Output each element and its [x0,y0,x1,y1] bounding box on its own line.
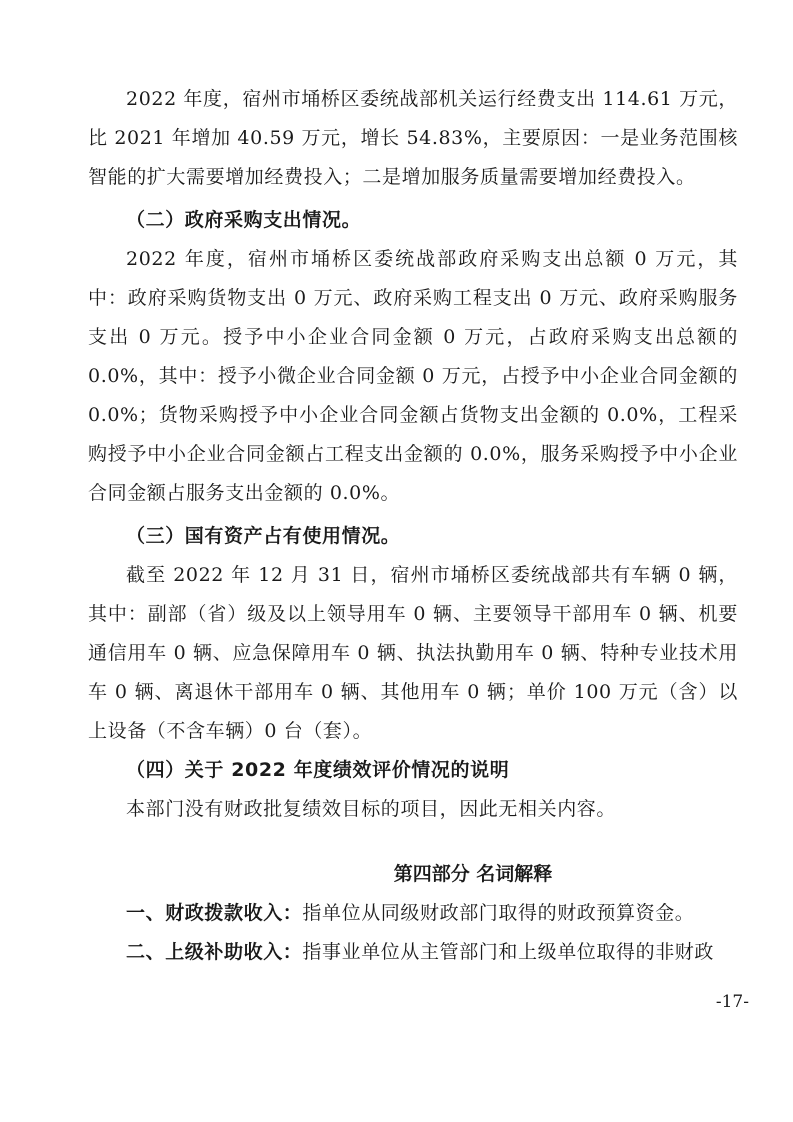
paragraph-government-procurement: 2022 年度，宿州市埇桥区委统战部政府采购支出总额 0 万元，其中：政府采购货物支出 0 万元、政府采购工程支出 0 万元、政府采购服务支出 0 万元。授予中小企业合同金额 0 万元，占政府采购支出总额的 0.0%，其中：授予小微企业合同金额 0 万元，占授予中小企业合同金额的 0.0%；货物采购授予中小企业合同金额占货物支出金额的 0.0%，工程采购授予中小企业合同金额占工程支出金额的 0.0%，服务采购授予中小企业合同金额占服务支出金额的 0.0%。 [88,248,738,504]
page-number: -17- [715,992,749,1012]
term-label: 二、上级补助收入： [126,941,303,963]
term-definition-1 [88,894,738,933]
paragraph-performance-evaluation: 本部门没有财政批复绩效目标的项目，因此无相关内容。 [126,798,617,820]
section-title: 第四部分 名词解释 [393,863,553,885]
term-text: 指事业单位从主管部门和上级单位取得的非财政 [302,941,715,963]
paragraph-operating-expenses: 2022 年度，宿州市埇桥区委统战部机关运行经费支出 114.61 万元，比 2021 年增加 40.59 万元，增长 54.83%，主要原因：一是业务范围核智能的扩大需要增加经费投入；二是增加服务质量需要增加经费投入。 [88,88,738,188]
term-text: 指单位从同级财政部门取得的财政预算资金。 [302,902,695,924]
heading-government-procurement: （二）政府采购支出情况。 [126,209,362,231]
term-label: 一、财政拨款收入： [126,902,303,924]
term-definition-2 [88,933,738,972]
document-body [88,80,738,972]
heading-state-assets: （三）国有资产占有使用情况。 [126,525,401,547]
paragraph-state-assets: 截至 2022 年 12 月 31 日，宿州市埇桥区委统战部共有车辆 0 辆，其中：副部（省）级及以上领导用车 0 辆、主要领导干部用车 0 辆、机要通信用车 0 辆、应急保障用车 0 辆、执法执勤用车 0 辆、特种专业技术用车 0 辆、离退休干部用车 0 辆、其他用车 0 辆；单价 100 万元（含）以上设备（不含车辆）0 台（套）。 [88,564,738,742]
heading-performance-evaluation: （四）关于 2022 年度绩效评价情况的说明 [126,759,510,781]
